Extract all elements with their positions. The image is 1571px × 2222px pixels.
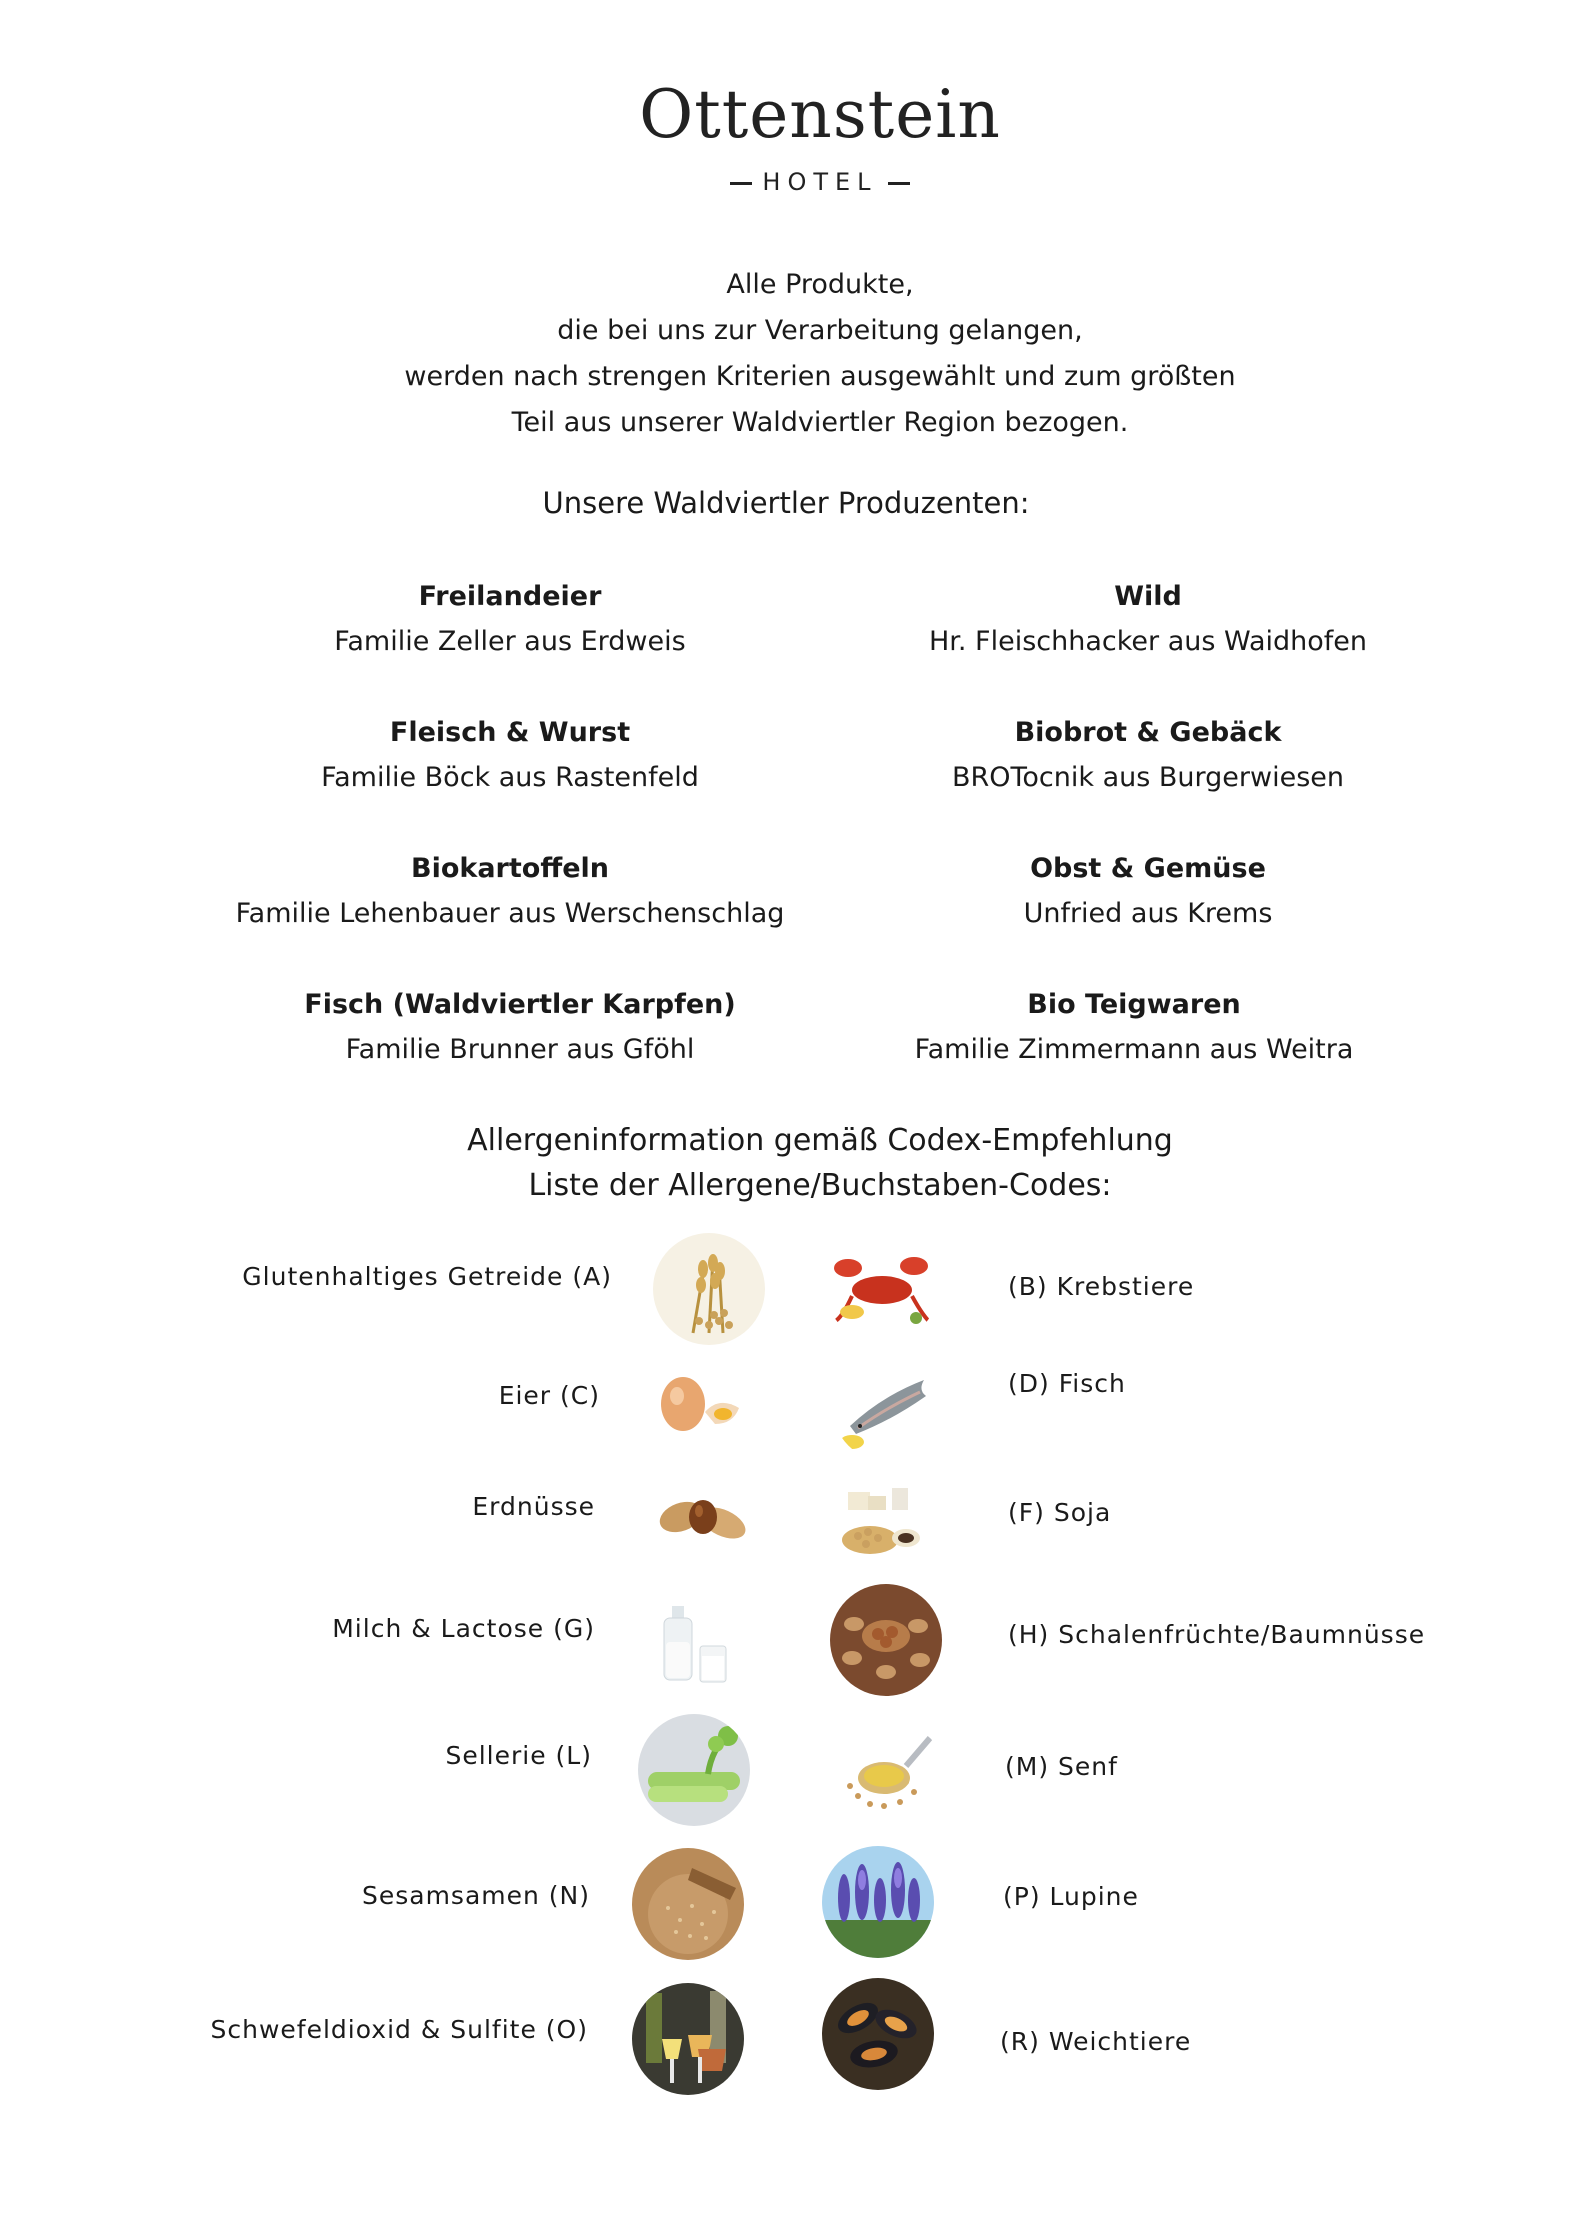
allergen-label-d: (D) Fisch	[1008, 1369, 1126, 1398]
allergen-label-n: Sesamsamen (N)	[361, 1881, 590, 1910]
producer-category: Wild	[1114, 581, 1182, 612]
soy-icon	[826, 1464, 938, 1576]
allergen-label-l: Sellerie (L)	[445, 1741, 592, 1770]
intro-line-1: Alle Produkte,	[726, 269, 914, 300]
allergen-label-p: (P) Lupine	[1003, 1882, 1139, 1911]
intro-line-4: Teil aus unserer Waldviertler Region bezogen.	[511, 407, 1129, 438]
allergen-heading	[0, 1118, 1571, 1208]
logo-dash-right	[888, 182, 910, 185]
allergen-label-o: Schwefeldioxid & Sulfite (O)	[210, 2015, 588, 2044]
allergen-label-h: (H) Schalenfrüchte/Baumnüsse	[1008, 1620, 1426, 1649]
grain-icon	[653, 1233, 765, 1345]
producer-source: Familie Zeller aus Erdweis	[334, 626, 686, 657]
intro-line-2: die bei uns zur Verarbeitung gelangen,	[557, 315, 1083, 346]
producer-item	[754, 982, 1514, 1072]
logo-dash-left	[730, 182, 752, 185]
fish-icon	[832, 1350, 944, 1462]
producer-item	[768, 846, 1528, 936]
allergen-label-c: Eier (C)	[498, 1381, 600, 1410]
producers-heading: Unsere Waldviertler Produzenten:	[542, 486, 1030, 520]
allergen-label-f: (F) Soja	[1008, 1498, 1112, 1527]
producer-source: Unfried aus Krems	[1023, 898, 1273, 929]
allergen-heading-line-2: Liste der Allergene/Buchstaben-Codes:	[528, 1168, 1112, 1203]
allergen-label-g: Milch & Lactose (G)	[332, 1614, 595, 1643]
wine-icon	[632, 1983, 744, 2095]
producer-source: Hr. Fleischhacker aus Waidhofen	[928, 626, 1368, 657]
peanut-icon	[645, 1463, 757, 1575]
producer-category: Bio Teigwaren	[1027, 989, 1241, 1020]
allergen-label-r: (R) Weichtiere	[1000, 2027, 1192, 2056]
hotel-logo	[0, 76, 1571, 153]
producer-category: Biokartoffeln	[411, 853, 609, 884]
producer-source: Familie Brunner aus Gföhl	[345, 1034, 695, 1065]
egg-icon	[643, 1348, 755, 1460]
producer-source: Familie Böck aus Rastenfeld	[321, 762, 699, 793]
logo-wordmark: Ottenstein	[639, 76, 1001, 153]
sesame-icon	[632, 1848, 744, 1960]
milk-icon	[642, 1584, 754, 1696]
logo-sub-text: HOTEL	[762, 168, 878, 196]
producer-source: BROTocnik aus Burgerwiesen	[951, 762, 1345, 793]
nuts-icon	[830, 1584, 942, 1696]
lobster-icon	[826, 1232, 938, 1344]
producer-category: Freilandeier	[418, 581, 602, 612]
intro-text	[0, 262, 1571, 446]
logo-subtitle	[0, 168, 1571, 196]
producer-source: Familie Lehenbauer aus Werschenschlag	[235, 898, 785, 929]
mussel-icon	[822, 1978, 934, 2090]
mustard-icon	[830, 1716, 942, 1828]
allergen-heading-line-1: Allergeninformation gemäß Codex-Empfehlung	[467, 1123, 1173, 1158]
producer-category: Fleisch & Wurst	[389, 717, 631, 748]
producer-item	[768, 710, 1528, 800]
producer-category: Biobrot & Gebäck	[1014, 717, 1282, 748]
allergen-label-m: (M) Senf	[1005, 1752, 1118, 1781]
intro-line-3: werden nach strengen Kriterien ausgewählt und zum größten	[404, 361, 1236, 392]
celery-icon	[638, 1714, 750, 1826]
producer-category: Obst & Gemüse	[1030, 853, 1266, 884]
lupine-icon	[822, 1846, 934, 1958]
producer-source: Familie Zimmermann aus Weitra	[914, 1034, 1354, 1065]
producer-item	[768, 574, 1528, 664]
allergen-label-erdnuesse: Erdnüsse	[472, 1492, 595, 1521]
allergen-label-b: (B) Krebstiere	[1008, 1272, 1195, 1301]
allergen-label-a: Glutenhaltiges Getreide (A)	[242, 1262, 612, 1291]
producer-category: Fisch (Waldviertler Karpfen)	[304, 989, 736, 1020]
